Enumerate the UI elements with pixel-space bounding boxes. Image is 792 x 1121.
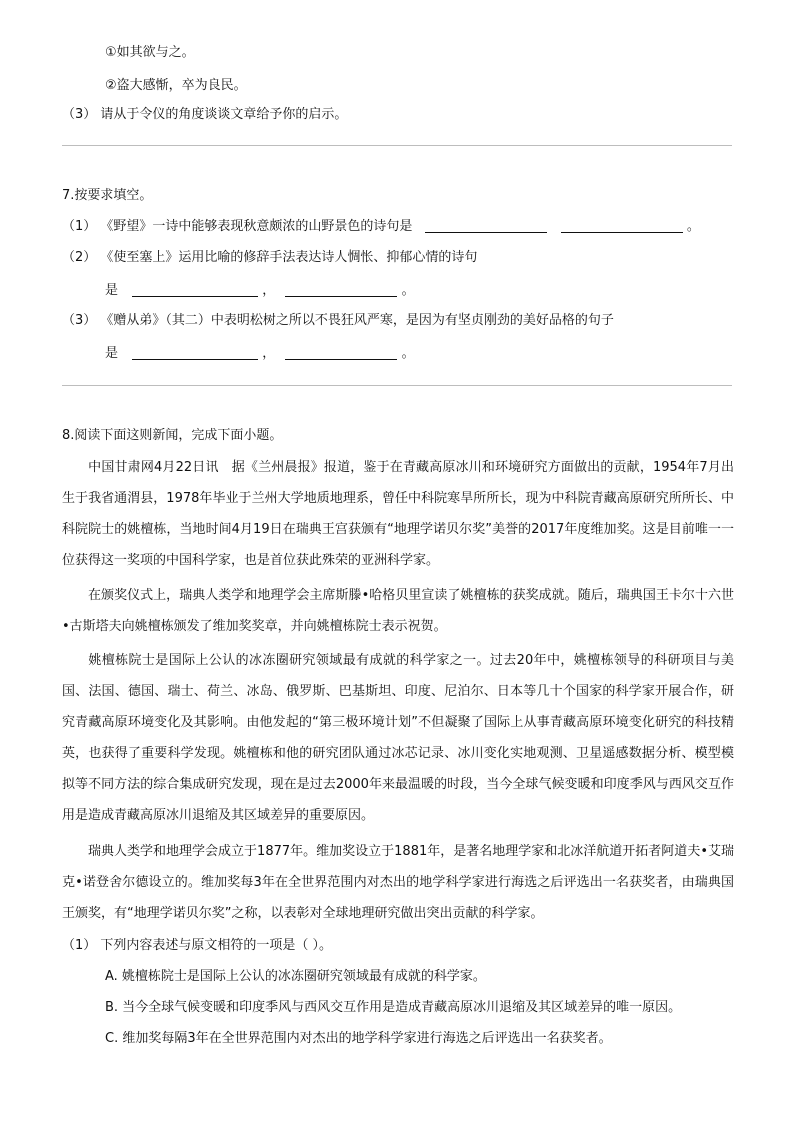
q7-part-2-answer (105, 281, 415, 301)
choice-option-b[interactable]: B. 当今全球气候变暖和印度季风与西风交互作用是造成青藏高原冰川退缩及其区域差异的唯一原因。 (105, 1000, 682, 1015)
answer-prefix: 是 (105, 346, 119, 361)
q7-title: 7.按要求填空。 (62, 188, 153, 203)
q6-sub-item-1: ①如其欲与之。 (105, 45, 195, 60)
answer-prefix: 是 (105, 283, 119, 298)
punct: ， (262, 346, 276, 361)
punct: ， (262, 283, 276, 298)
q8-title: 8.阅读下面这则新闻，完成下面小题。 (62, 428, 283, 443)
q7-part-3: （3） 《赠从弟》（其二）中表明松树之所以不畏狂风严寒，是因为有坚贞刚劲的美好品格的句子 (62, 313, 614, 328)
news-paragraph: 在颁奖仪式上，瑞典人类学和地理学会主席斯滕•哈格贝里宣读了姚檀栋的获奖成就。随后，瑞典国王卡尔十六世•古斯塔夫向姚檀栋颁发了维加奖奖章，并向姚檀栋院士表示祝贺。 (62, 588, 734, 634)
choice-option-a[interactable]: A. 姚檀栋院士是国际上公认的冰冻圈研究领域最有成就的科学家。 (105, 969, 486, 984)
q8-sub-question-1: （1） 下列内容表述与原文相符的一项是（ ）。 (62, 938, 333, 953)
choice-option-c[interactable]: C. 维加奖每隔3年在全世界范围内对杰出的地学科学家进行海选之后评选出一名获奖者。 (105, 1031, 612, 1046)
answer-blank[interactable] (285, 345, 397, 360)
punct: 。 (686, 219, 700, 234)
punct: 。 (401, 283, 415, 298)
q7-part-2: （2） 《使至塞上》运用比喻的修辞手法表达诗人惆怅、抑郁心情的诗句 (62, 250, 478, 265)
q6-part-3: （3） 请从于令仪的角度谈谈文章给予你的启示。 (62, 107, 348, 122)
divider (62, 145, 732, 146)
news-paragraph: 姚檀栋院士是国际上公认的冰冻圈研究领域最有成就的科学家之一。过去20年中，姚檀栋领导的科研项目与美国、法国、德国、瑞士、荷兰、冰岛、俄罗斯、巴基斯坦、印度、尼泊尔、日本等几十个国家的科学家开展合作，研究青藏高原环境变化及其影响。由他发起的“第三极环境计划”不但凝聚了国际上从事青藏高原环境变化研究的科技精英，也获得了重要科学发现。姚檀栋和他的研究团队通过冰芯记录、冰川变化实地观测、卫星遥感数据分析、模型模拟等不同方法的综合集成研究发现，现在是过去2000年来最温暖的时段，当今全球气候变暖和印度季风与西风交互作用是造成青藏高原冰川退缩及其区域差异的重要原因。 (62, 653, 734, 823)
answer-blank[interactable] (425, 218, 547, 233)
q7-part-1-text: （1） 《野望》一诗中能够表现秋意颇浓的山野景色的诗句是 (62, 219, 413, 234)
q6-sub-item-2: ②盗大感惭，卒为良民。 (105, 78, 247, 93)
q7-part-3-answer (105, 344, 415, 364)
answer-blank[interactable] (285, 282, 397, 297)
q7-part-1 (62, 217, 700, 237)
divider (62, 385, 732, 386)
news-paragraph: 中国甘肃网4月22日讯 据《兰州晨报》报道，鉴于在青藏高原冰川和环境研究方面做出的贡献，1954年7月出生于我省通渭县，1978年毕业于兰州大学地质地理系，曾任中科院寒旱所所长，现为中科院青藏高原研究所所长、中科院院士的姚檀栋，当地时间4月19日在瑞典王宫获颁有“地理学诺贝尔奖”美誉的2017年度维加奖。这是目前唯一一位获得这一奖项的中国科学家，也是首位获此殊荣的亚洲科学家。 (62, 460, 734, 568)
answer-blank[interactable] (561, 218, 683, 233)
answer-blank[interactable] (132, 282, 258, 297)
news-paragraph: 瑞典人类学和地理学会成立于1877年。维加奖设立于1881年，是著名地理学家和北冰洋航道开拓者阿道夫•艾瑞克•诺登舍尔德设立的。维加奖每3年在全世界范围内对杰出的地学科学家进行海选之后评选出一名获奖者，由瑞典国王颁奖，有“地理学诺贝尔奖”之称，以表彰对全球地理研究做出突出贡献的科学家。 (62, 844, 734, 921)
punct: 。 (401, 346, 415, 361)
answer-blank[interactable] (132, 345, 258, 360)
